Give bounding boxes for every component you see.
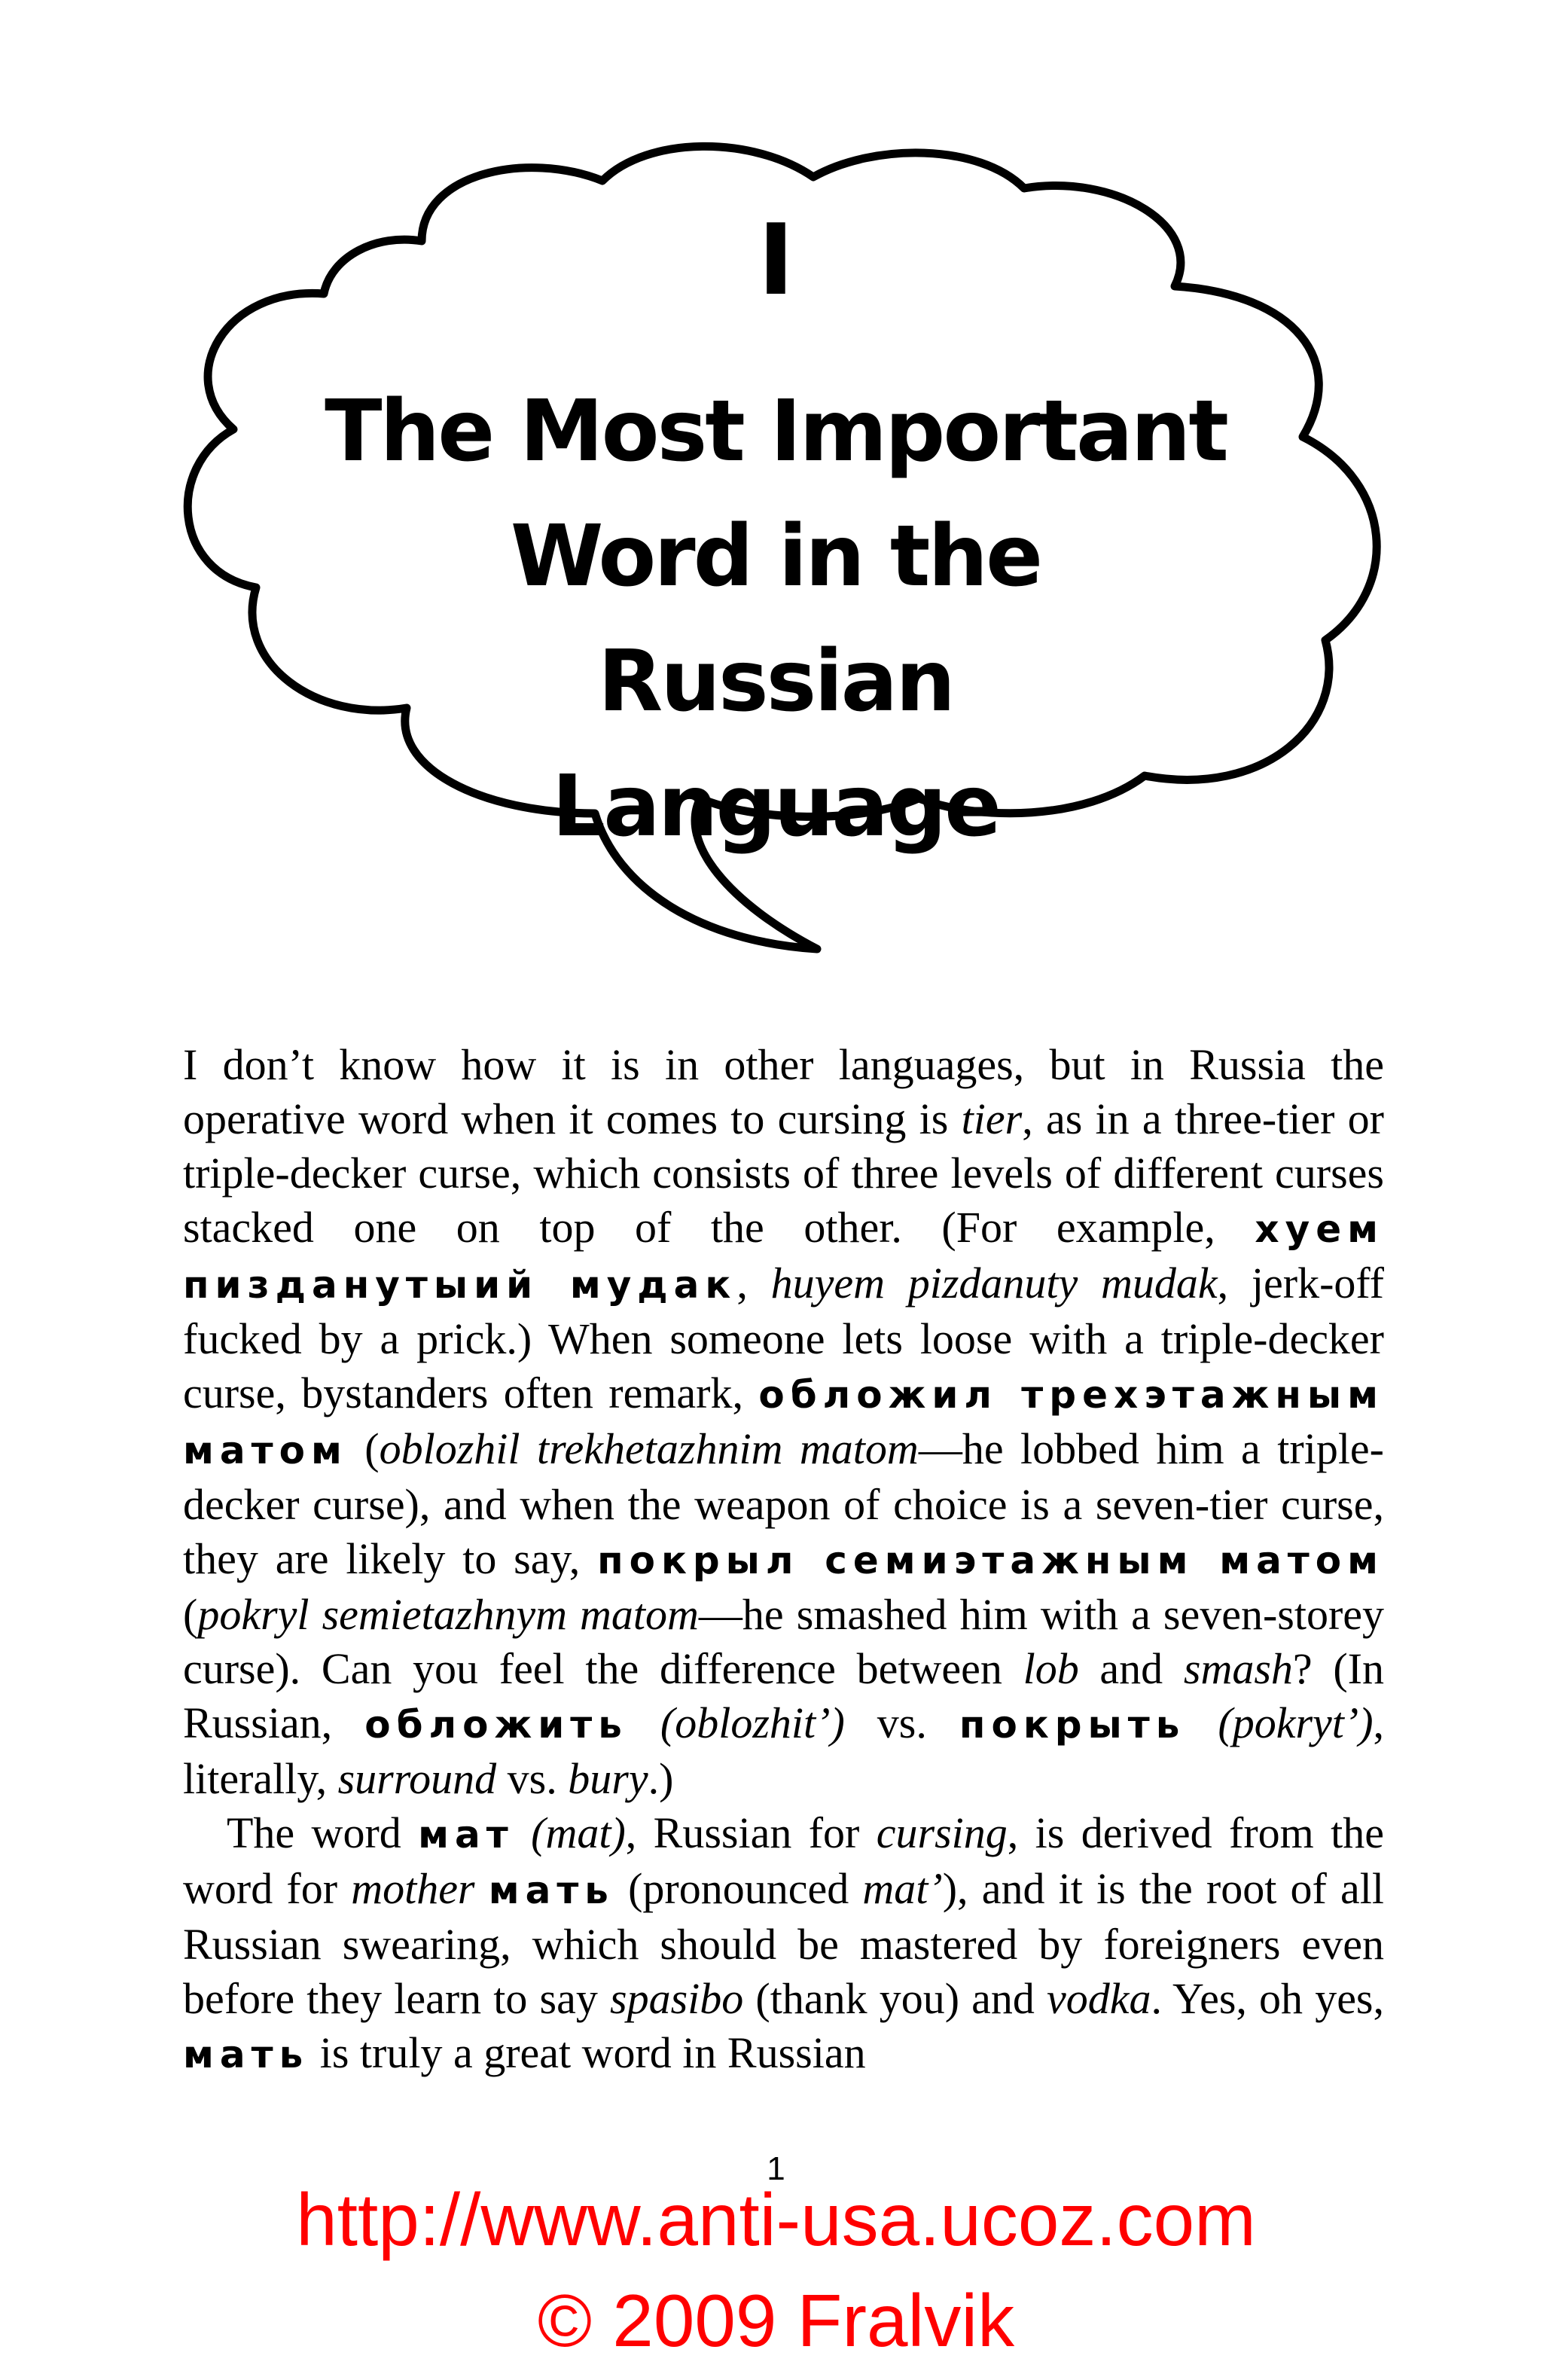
- italic-term: tier: [961, 1094, 1023, 1143]
- text-run: , is derived from the word for: [183, 1808, 1385, 1913]
- chapter-title-line-1: The Most Important: [325, 383, 1227, 481]
- chapter-title: [324, 369, 1227, 869]
- italic-term: oblozhil trekhetazhnim matom: [379, 1424, 919, 1473]
- text-run: vs.: [844, 1698, 959, 1747]
- italic-term: cursing: [876, 1808, 1008, 1857]
- text-run: , literally,: [183, 1698, 1385, 1803]
- text-run: I don’t know how it is in other languages, but in Russia the operative word when it comes to cursing is: [183, 1040, 1384, 1143]
- text-run: (: [347, 1424, 380, 1473]
- text-run: ), and it is the root of all Russian swearing, which should be mastered by foreigners even before they learn to say: [183, 1864, 1384, 2023]
- watermark: [0, 2169, 1552, 2371]
- text-run: The word: [227, 1808, 419, 1857]
- russian-phrase: обложить: [364, 1703, 628, 1747]
- text-run: is truly a great word in Russian: [309, 2028, 866, 2077]
- chapter-number: I: [758, 203, 794, 317]
- russian-phrase: мат: [418, 1813, 514, 1857]
- italic-term: spasibo: [610, 1974, 744, 2023]
- text-run: ? (In Russian,: [183, 1644, 1384, 1747]
- text-run: [628, 1698, 660, 1747]
- text-run: , Russian for: [625, 1808, 877, 1857]
- text-run: . Yes, oh yes,: [1151, 1974, 1385, 2023]
- italic-term: lob: [1023, 1644, 1079, 1693]
- russian-phrase: покрыл семиэтажным матом: [597, 1539, 1385, 1582]
- russian-phrase: мать: [183, 2033, 309, 2076]
- body-text: [183, 1038, 1384, 2082]
- italic-term: (pokryt’): [1218, 1698, 1374, 1747]
- russian-phrase: покрыть: [959, 1703, 1186, 1747]
- text-run: [475, 1864, 489, 1913]
- chapter-title-line-3: Language: [551, 758, 1000, 856]
- text-run: and: [1078, 1644, 1184, 1693]
- speech-bubble: [0, 0, 1552, 994]
- italic-term: smash: [1183, 1644, 1293, 1693]
- italic-term: huyem pizdanuty mudak: [770, 1259, 1218, 1307]
- russian-phrase: хуем пизданутыий мудак: [183, 1207, 1384, 1307]
- text-run: [1185, 1698, 1218, 1747]
- text-run: [514, 1808, 531, 1857]
- text-run: , jerk-off fucked by a prick.) When someone lets loose with a triple-decker curse, bystanders often remark,: [183, 1259, 1384, 1417]
- paragraph-1: [183, 1038, 1384, 1806]
- text-run: —he lobbed him a triple-decker curse), and when the weapon of choice is a seven-tier curse, they are likely to say,: [183, 1424, 1384, 1583]
- page-number: 1: [767, 2150, 785, 2187]
- watermark-url[interactable]: http://www.anti-usa.ucoz.com: [296, 2178, 1256, 2261]
- italic-term: pokryl semietazhnym matom: [197, 1590, 699, 1639]
- italic-term: (mat): [531, 1808, 626, 1857]
- italic-term: mat’: [862, 1864, 943, 1913]
- text-run: , as in a three-tier or triple-decker curse, which consists of three levels of different curses stacked one on top of the other. (For example,: [183, 1094, 1384, 1252]
- italic-term: vodka: [1047, 1974, 1151, 2023]
- italic-term: bury: [568, 1754, 648, 1803]
- text-run: .): [648, 1754, 674, 1803]
- russian-phrase: обложил трехэтажным матом: [183, 1373, 1384, 1472]
- watermark-copyright: © 2009 Fralvik: [537, 2279, 1015, 2362]
- text-run: (: [183, 1590, 198, 1639]
- italic-term: surround: [337, 1754, 497, 1803]
- paragraph-2: [183, 1806, 1384, 2082]
- text-run: (thank you) and: [743, 1974, 1047, 2023]
- italic-term: mother: [351, 1864, 475, 1913]
- chapter-title-line-2: Word in the Russian: [510, 508, 1041, 731]
- text-run: vs.: [496, 1754, 569, 1803]
- text-run: ,: [736, 1259, 771, 1307]
- italic-term: (oblozhit’): [660, 1698, 845, 1747]
- russian-phrase: мать: [488, 1869, 614, 1912]
- text-run: (pronounced: [614, 1864, 863, 1913]
- text-run: —he smashed him with a seven-storey curse). Can you feel the difference between: [183, 1590, 1384, 1693]
